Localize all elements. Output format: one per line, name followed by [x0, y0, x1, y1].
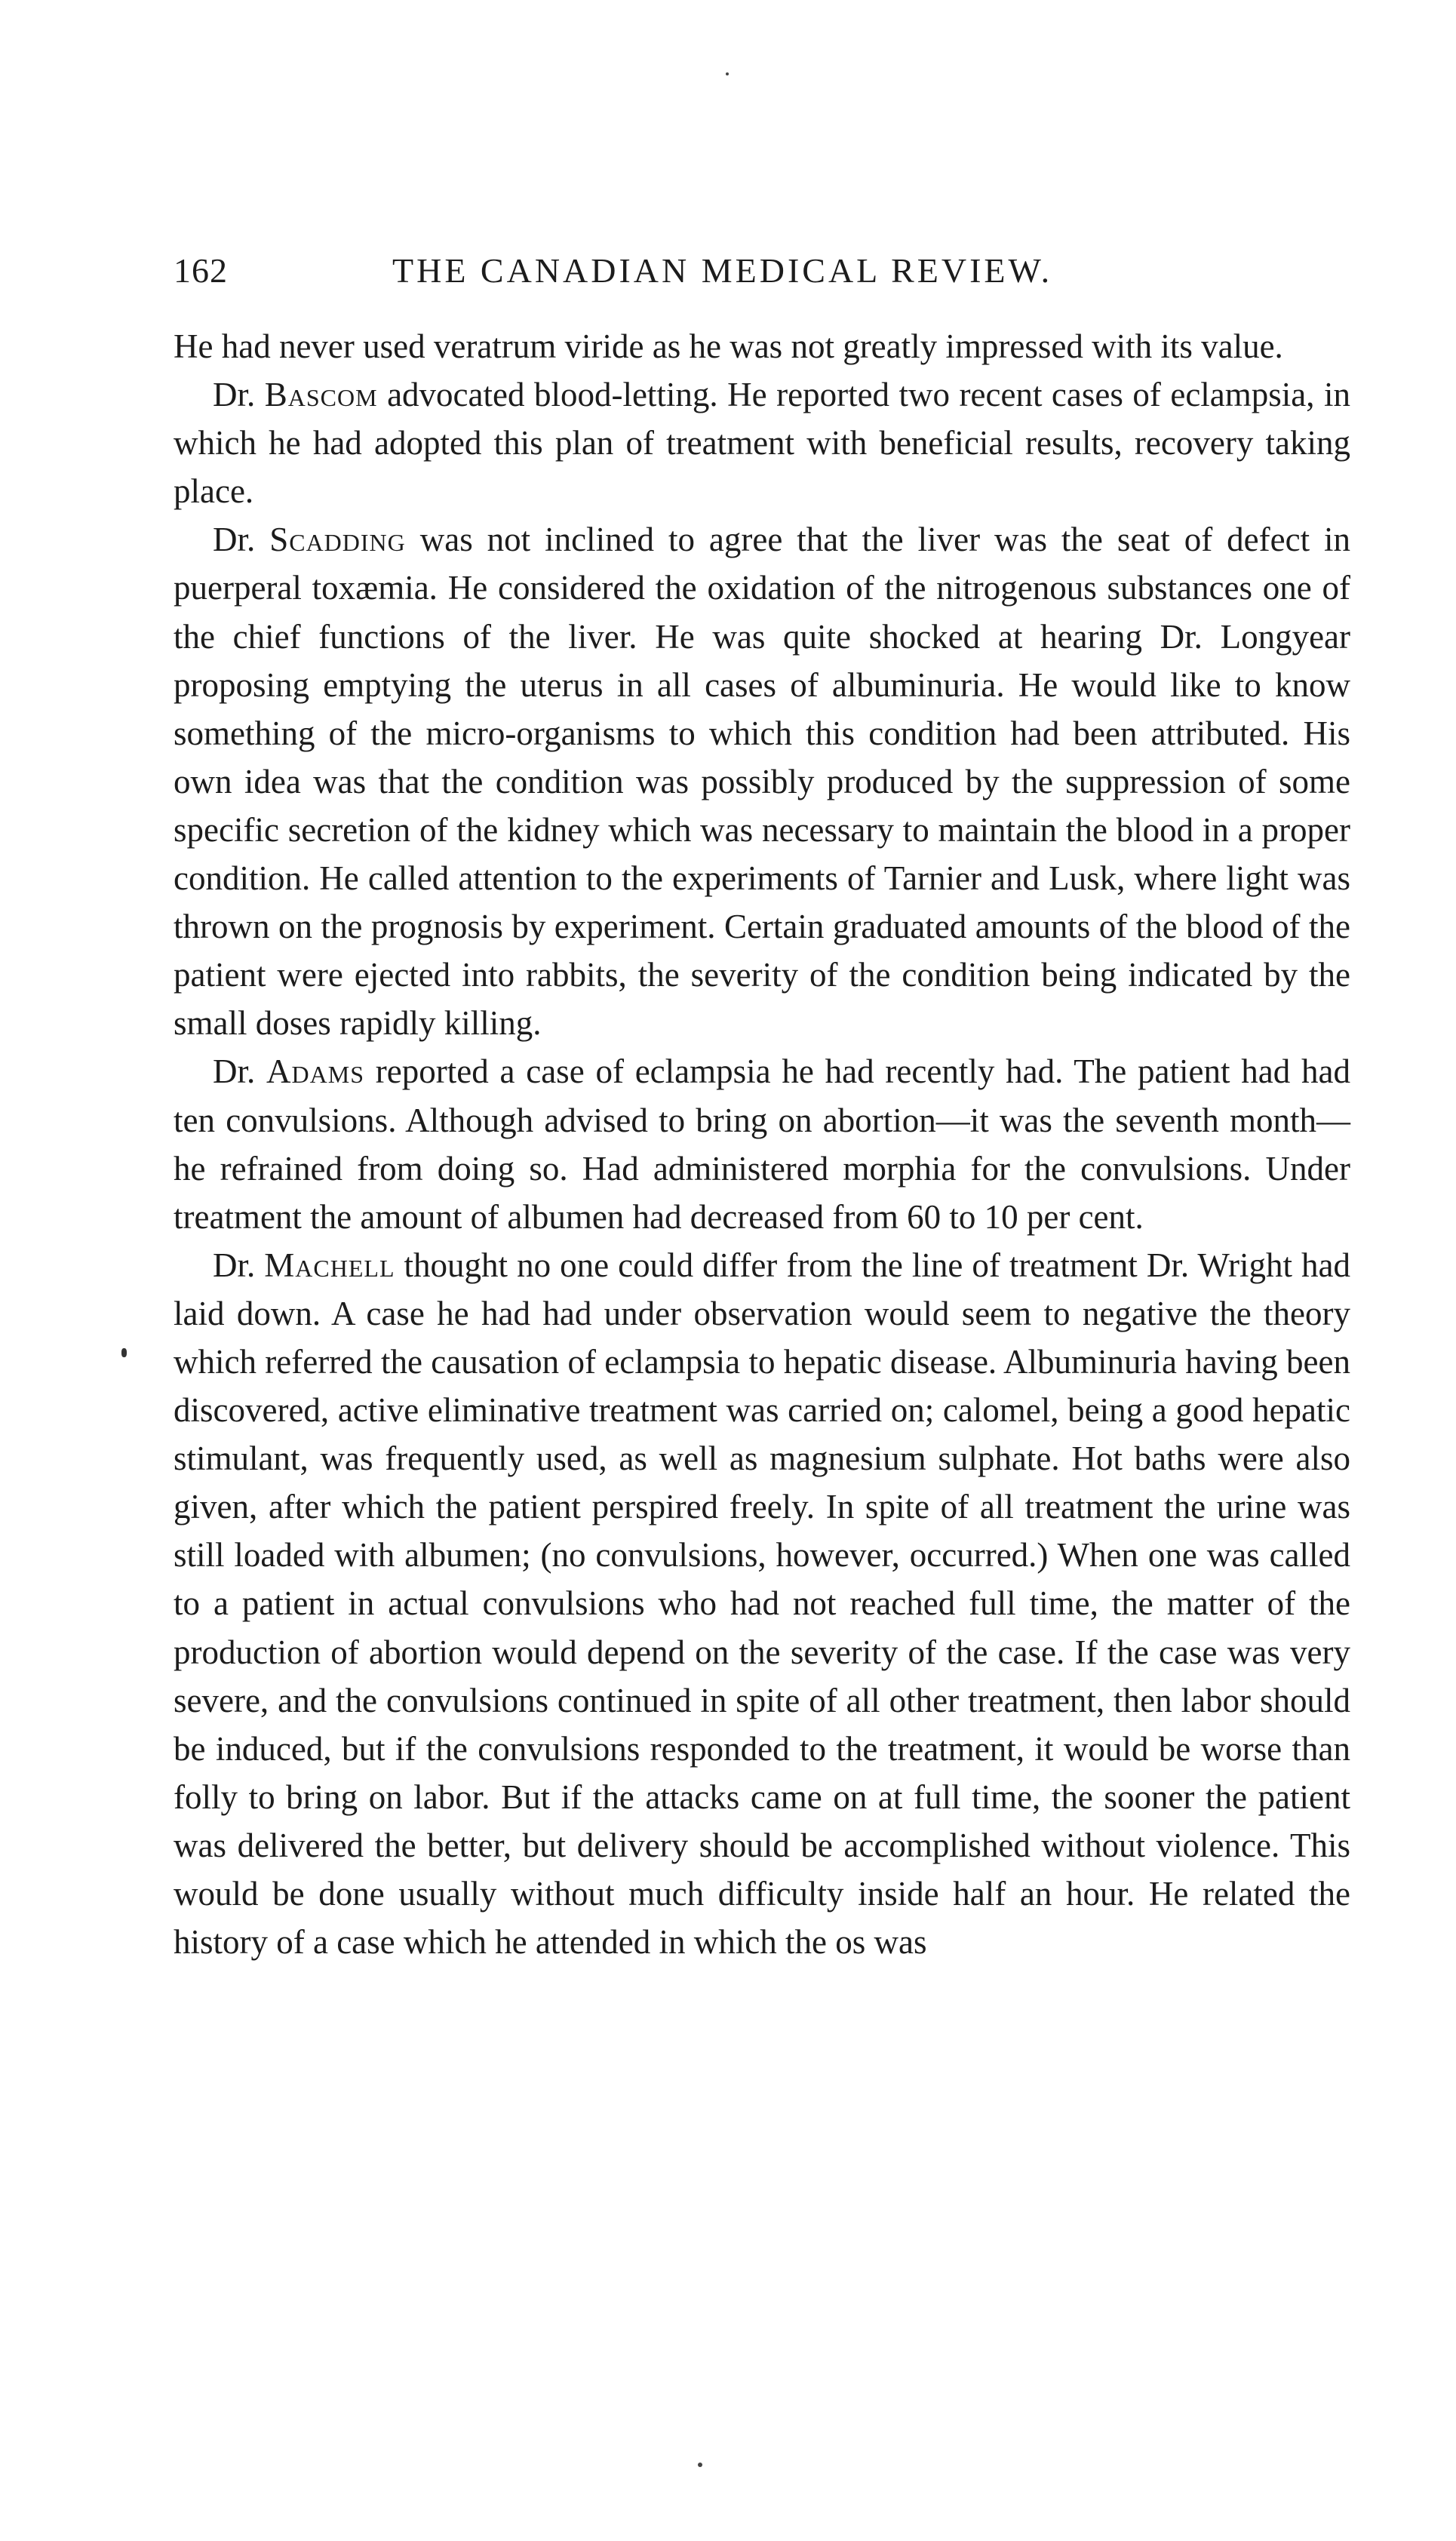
- margin-mark: [121, 1348, 127, 1357]
- running-header: [174, 250, 1350, 296]
- paragraph-text: Dr.: [213, 1052, 267, 1091]
- paragraph-text: thought no one could differ from the line of treatment Dr. Wright had laid down. A case he had had under observation would seem to negative the theory which referred the causation of eclampsia to hepatic disease. Albuminuria having been discovered, active eliminative treatment was carried on; calomel, being a good hepatic stimulant, was frequently used, as well as magnesium sulphate. Hot baths were also given, after which the patient perspired freely. In spite of all treatment the urine was still loaded with albumen; (no convulsions, however, occurred.) When one was called to a patient in actual convulsions who had not reached full time, the matter of the production of abortion would depend on the severity of the case. If the case was very severe, and the convulsions continued in spite of all other treatment, then labor should be induced, but if the convulsions responded to the treatment, it would be worse than folly to bring on labor. But if the attacks came on at full time, the sooner the patient was delivered the better, but delivery should be accomplished without violence. This would be done usually without much difficulty inside half an hour. He related the history of a case which he attended in which the os was: [174, 1246, 1350, 1962]
- paragraph: [174, 370, 1350, 515]
- paragraph-text: Dr.: [213, 376, 265, 414]
- paragraph: [174, 322, 1350, 370]
- paragraph-text: Dr.: [213, 1246, 265, 1284]
- paragraph-text: was not inclined to agree that the liver was the seat of defect in puerperal toxæmia. He considered the oxidation of the nitrogenous substances one of the chief functions of the liver. He was quite shocked at hearing Dr. Longyear proposing emptying the uterus in all cases of albuminuria. He would like to know something of the micro-organisms to which this condition had been attributed. His own idea was that the condition was possibly produced by the suppression of some specific secretion of the kidney which was necessary to maintain the blood in a proper condition. He called attention to the experiments of Tarnier and Lusk, where light was thrown on the prognosis by experiment. Certain graduated amounts of the blood of the patient were ejected into rabbits, the severity of the condition being indicated by the small doses rapidly killing.: [174, 521, 1351, 1043]
- paragraph-text: He had never used veratrum viride as he was not greatly impressed with its value.: [174, 327, 1283, 365]
- paragraph-text: Dr.: [213, 521, 270, 559]
- running-title: THE CANADIAN MEDICAL REVIEW.: [392, 251, 1053, 290]
- paragraph-text: advocated blood-letting. He reported two recent cases of eclampsia, in which he had adopted this plan of treatment with beneficial results, recovery taking place.: [174, 376, 1350, 511]
- paragraph: [174, 1047, 1350, 1240]
- speaker-name: Scadding: [269, 521, 406, 559]
- speaker-name: Machell: [264, 1246, 395, 1284]
- body-text: [174, 322, 1350, 1966]
- top-speck: [726, 72, 729, 75]
- paragraph-text: reported a case of eclampsia he had recently had. The patient had had ten convulsions. Although advised to bring on abortion—it was the seventh month—he refrained from doing so. Had administered morphia for the convulsions. Under treatment the amount of albumen had decreased from 60 to 10 per cent.: [174, 1052, 1350, 1236]
- page-number: 162: [174, 251, 228, 290]
- paragraph: [174, 515, 1350, 1047]
- bottom-speck: [698, 2463, 702, 2467]
- speaker-name: Bascom: [264, 376, 378, 414]
- speaker-name: Adams: [266, 1052, 364, 1091]
- paragraph: [174, 1241, 1350, 1966]
